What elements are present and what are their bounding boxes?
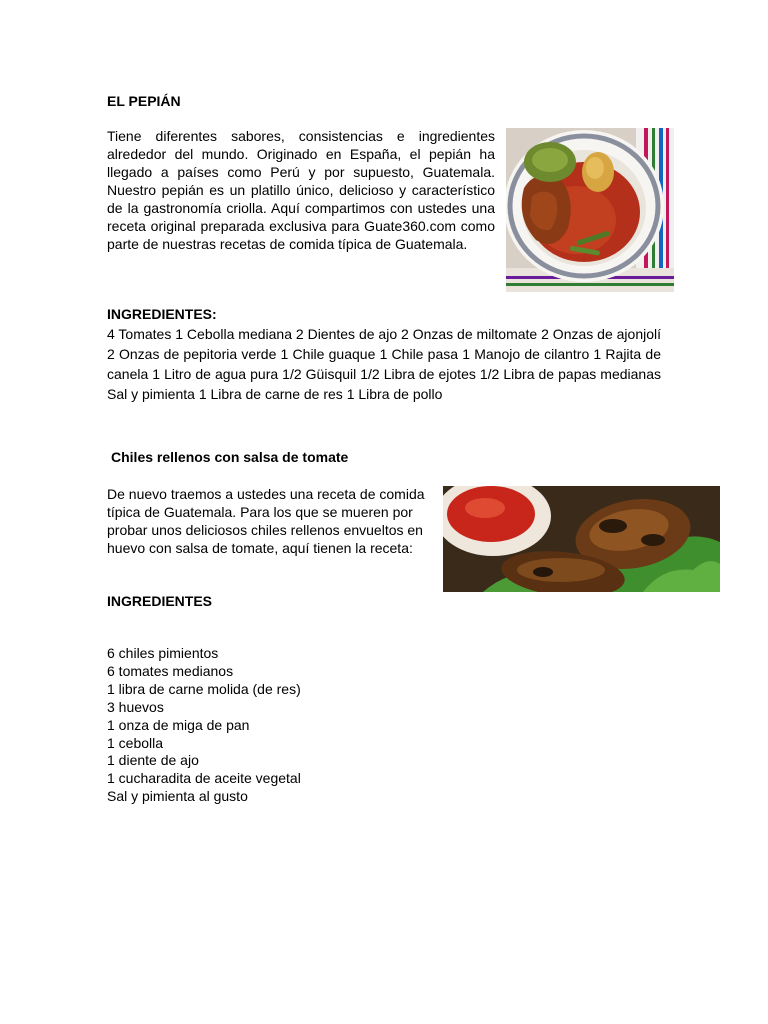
pepian-intro: Tiene diferentes sabores, consistencias e ingredientes alrededor del mundo. Originado en España, el pepián ha llegado a países como Perú y por supuesto, Guatemala. Nuestro pepián es un platillo único, delicioso y característico de la gastronomía criolla. Aquí compartimos con ustedes una receta original preparada exclusiva para Guate360.com como parte de nuestras recetas de comida típica de Guatemala. (107, 128, 495, 252)
pepian-title: EL PEPIÁN (107, 93, 181, 109)
list-item: 3 huevos (107, 698, 164, 715)
chiles-title: Chiles rellenos con salsa de tomate (111, 449, 349, 465)
chiles-photo (443, 486, 720, 592)
list-item: Sal y pimienta al gusto (107, 788, 248, 805)
chiles-ingredients-heading: INGREDIENTES (107, 593, 213, 609)
list-item: 6 chiles pimientos (107, 645, 219, 661)
list-item: 1 cebolla (107, 734, 164, 751)
chiles-intro: De nuevo traemos a ustedes una receta de comida típica de Guatemala. Para los que se mueren por probar unos deliciosos chiles rellenos envueltos en huevo con salsa de tomate, aquí tienen la receta: (107, 486, 425, 556)
pepian-ingredients-text: 4 Tomates 1 Cebolla mediana 2 Dientes de ajo 2 Onzas de miltomate 2 Onzas de ajonjolí 2 Onzas de pepitoria verde 1 Chile guaque 1 Chile pasa 1 Manojo de cilantro 1 Rajita de canela 1 Litro de agua pura 1/2 Güisquil 1/2 Libra de ejotes 1/2 Libra de papas medianas Sal y pimienta 1 Libra de carne de res 1 Libra de pollo (107, 326, 661, 402)
list-item: 1 onza de miga de pan (107, 716, 250, 733)
pepian-ingredients-heading: INGREDIENTES: (107, 306, 217, 322)
list-item: 1 libra de carne molida (de res) (107, 680, 301, 697)
list-item: 6 tomates medianos (107, 662, 234, 679)
chiles-ingredients-list (107, 645, 447, 806)
list-item: 1 diente de ajo (107, 752, 199, 769)
pepian-photo (506, 128, 674, 292)
list-item: 1 cucharadita de aceite vegetal (107, 770, 301, 787)
